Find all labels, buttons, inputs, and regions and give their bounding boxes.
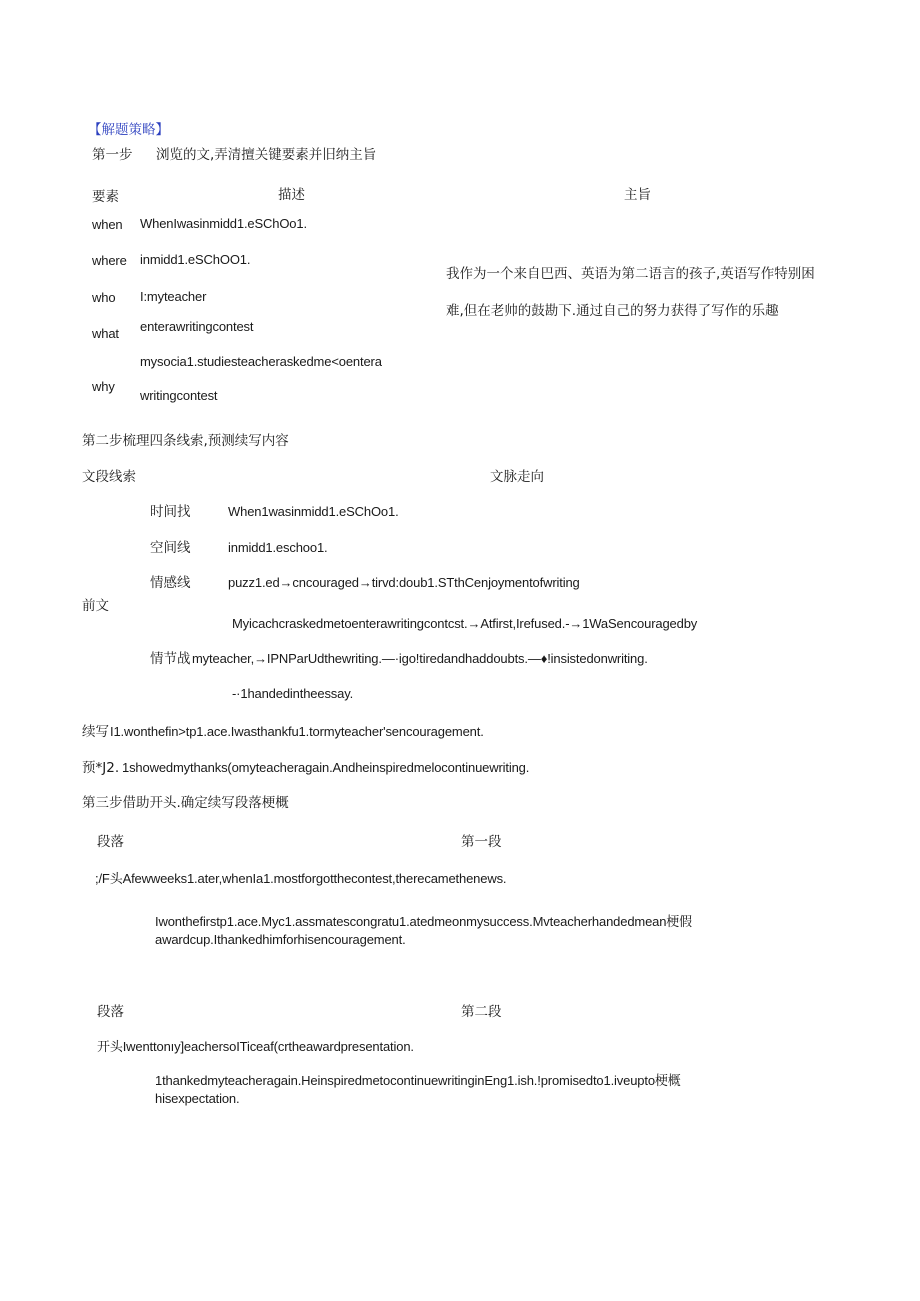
col-desc-header: 描述	[278, 187, 305, 203]
predict-text: 1showedmythanks(omyteacheragain.Andheinspiredmelocontinuewriting.	[122, 760, 530, 775]
col-clue-header: 文段线索	[82, 469, 136, 485]
para1-summary-1: Iwonthefirstp1.ace.Myc1.assmatescongratu1.atedmeonmysuccess.Mvteacherhandedmean梗假	[155, 914, 693, 929]
row-key-when: when	[92, 217, 123, 232]
step2-title: 第二步梳理四条线索,预测续写内容	[82, 433, 289, 449]
row-desc-where: inmidd1.eSChOO1.	[140, 252, 251, 267]
row-desc-why: mysocia1.studiesteacheraskedme<oentera	[140, 354, 382, 369]
row-key-who: who	[92, 290, 116, 305]
continue-text: I1.wonthefin>tp1.ace.Iwasthankfu1.tormyteacher'sencouragement.	[110, 724, 484, 739]
emotion-text: puzz1.ed→cncouraged→tirvd:doub1.STthCenjoymentofwriting	[228, 575, 580, 590]
time-label: 时间找	[150, 504, 191, 520]
step1-title: 第一步	[92, 147, 133, 163]
para2-opening: 开头Iwenttonıy]eachersoITiceaf(crtheawardpresentation.	[97, 1039, 414, 1054]
col-theme-header: 主旨	[624, 187, 651, 203]
plot-label: 情节战	[150, 651, 191, 667]
row-desc-why-cont: writingcontest	[140, 388, 218, 403]
para1-opening: ;/F头Afewweeks1.ater,whenIa1.mostforgotthecontest,therecamethenews.	[95, 871, 507, 886]
para1-col-label: 段落	[97, 834, 124, 850]
para2-summary-2: hisexpectation.	[155, 1091, 240, 1106]
row-desc-who: I:myteacher	[140, 289, 207, 304]
para2-col-label: 段落	[97, 1004, 124, 1020]
preface-label: 前文	[82, 598, 109, 614]
para2-summary-1: 1thankedmyteacheragain.HeinspiredmetocontinuewritinginEng1.ish.!promisedto1.iveupto梗概	[155, 1073, 681, 1088]
row-key-why: why	[92, 379, 115, 394]
col-element-header: 要素	[92, 189, 119, 205]
time-text: When1wasinmidd1.eSChOo1.	[228, 504, 399, 519]
plot-line-3: -·1handedintheessay.	[232, 686, 354, 701]
theme-line-2: 难,但在老帅的鼓勘下.通过自己的努力获得了写作的乐趣	[446, 303, 779, 319]
space-label: 空间线	[150, 540, 191, 556]
plot-line-2: myteacher,→IPNParUdthewriting.—·igo!tiredandhaddoubts.—♦!insistedonwriting.	[192, 651, 648, 666]
col-flow-header: 文脉走向	[490, 469, 544, 485]
emotion-label: 情感线	[150, 575, 191, 591]
step1-title-text: 浏览的文,弄清擅关键要素并旧纳主旨	[156, 147, 377, 163]
step3-title: 第三步借助开头.确定续写段落梗概	[82, 795, 289, 811]
para2-col-value: 第二段	[461, 1004, 502, 1020]
theme-line-1: 我作为一个来自巴西、英语为第二语言的孩子,英语写作特别困	[446, 266, 815, 282]
space-text: inmidd1.eschoo1.	[228, 540, 328, 555]
para1-summary-2: awardcup.Ithankedhimforhisencouragement.	[155, 932, 406, 947]
row-key-where: where	[92, 253, 127, 268]
section-header: 【解题策略】	[88, 122, 169, 138]
row-desc-what: enterawritingcontest	[140, 319, 254, 334]
predict-label: 预*J2.	[82, 760, 120, 776]
row-key-what: what	[92, 326, 119, 341]
plot-line-1: Myicachcraskedmetoenterawritingcontcst.→Atfirst,Irefused.-→1WaSencouragedby	[232, 616, 698, 631]
para1-col-value: 第一段	[461, 834, 502, 850]
row-desc-when: WhenIwasinmidd1.eSChOo1.	[140, 216, 307, 231]
continue-label: 续写	[82, 724, 109, 740]
